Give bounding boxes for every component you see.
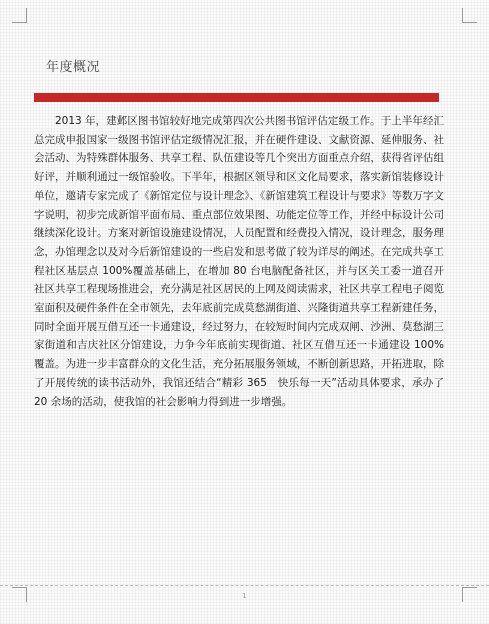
- body-paragraph[interactable]: 2013 年，建邺区图书馆较好地完成第四次公共图书馆评估定级工作。于上半年经汇总完成申报国家一级图书馆评估定级情况汇报，并在硬件建设、文献资源、延伸服务、社会活动、为特殊群体服务、共享工程、队伍建设等几个突出方面重点介绍，获得省评估组好评，并顺利通过一级馆验收。下半年，根据区领导和区文化局要求，落实新馆装修设计单位，邀请专家完成了《新馆定位与设计理念》、《新馆建筑工程设计与要求》等数万字文字说明，初步完成新馆平面布局、重点部位效果图、功能定位等工作，并经中标设计公司继续深化设计。方案对新馆设施建设情况，人员配置和经费投入情况，设计理念，服务理念，办馆理念以及对今后新馆建设的一些启发和思考做了较为详尽的阐述。在完成共享工程社区基层点 100%覆盖基础上，在增加 80 台电脑配备社区，并与区关工委一道召开社区共享工程现场推进会，充分满足社区居民的上网及阅读需求，社区共享工程电子阅览室面积及硬件条件在全市领先，去年底前完成莫愁湖街道、兴隆街道共享工程新建任务，同时全面开展互借互还一卡通建设，经过努力，在较短时间内完成双闸、沙洲、莫愁湖三家街道和吉庆社区分馆建设，力争今年底前实现街道、社区互借互还一卡通建设 100%覆盖。为进一步丰富群众的文化生活，充分拓展服务领域，不断创新思路，开拓进取，除了开展传统的读书活动外，我馆还结合“精彩 365 快乐每一天”活动具体要求，承办了 20 余场的活动，使我馆的社会影响力得到进一步增强。: [34, 115, 444, 408]
- section-heading: 年度概况: [46, 60, 101, 75]
- accent-bar: [34, 93, 439, 102]
- footer-divider: [0, 585, 489, 586]
- crop-mark-top-left: [12, 8, 27, 23]
- page-number: 1: [242, 592, 247, 600]
- crop-mark-top-right: [462, 8, 477, 23]
